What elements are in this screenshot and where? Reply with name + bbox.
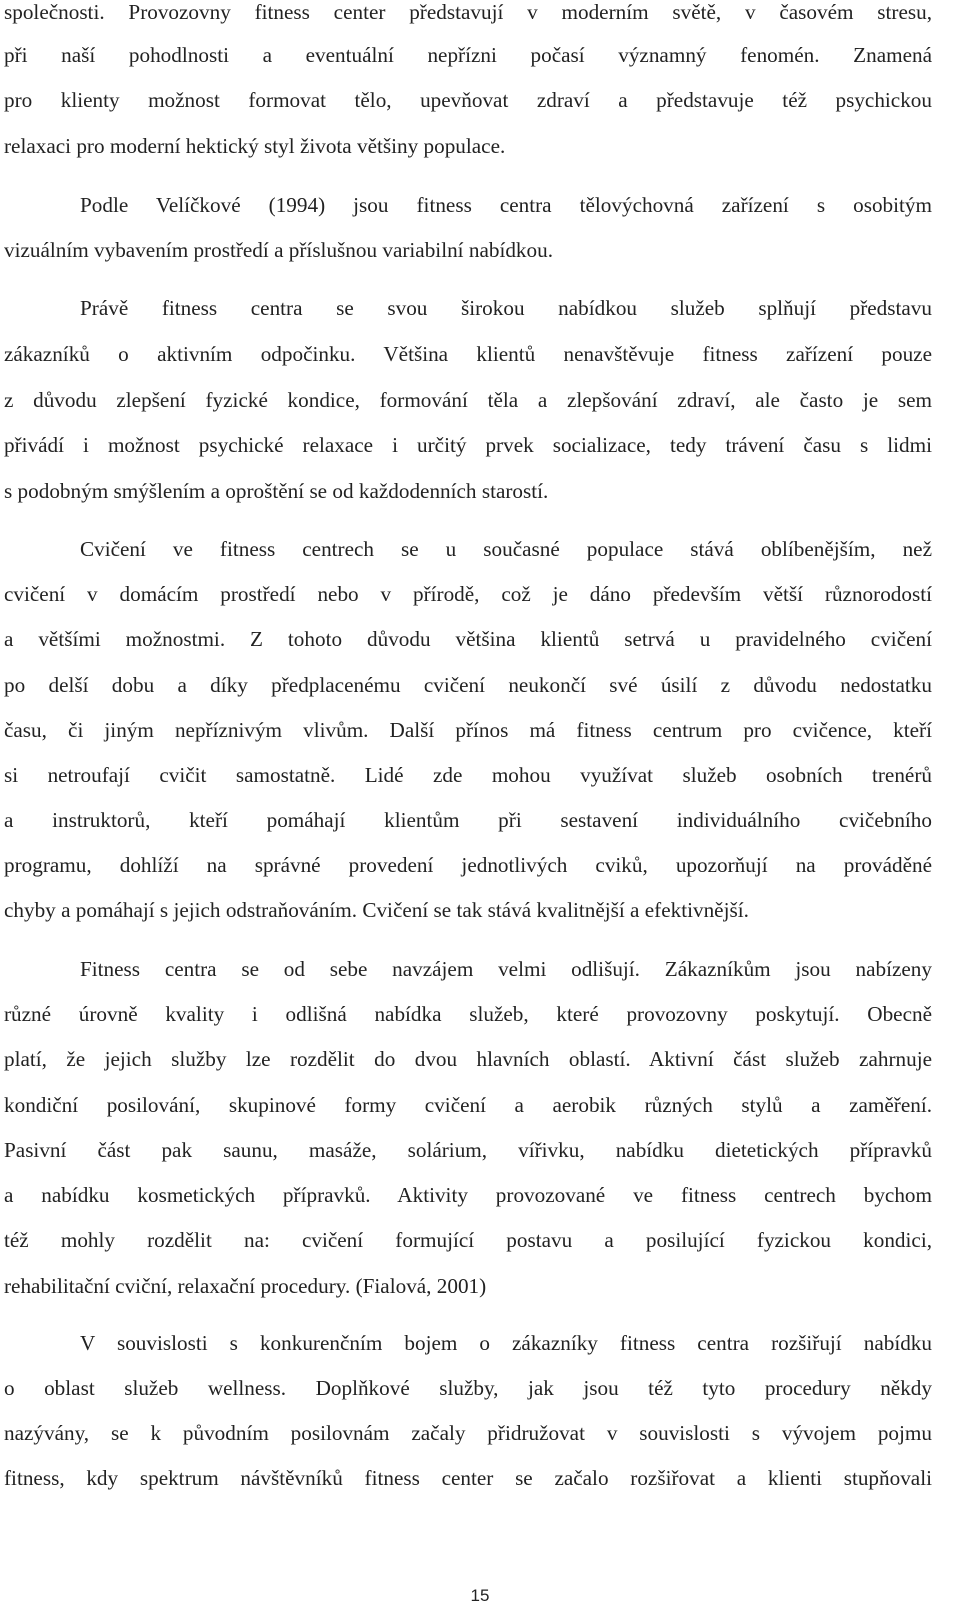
text-line: času, či jiným nepříznivým vlivům. Další přínos má fitness centrum pro cvičence, kteří bbox=[4, 718, 932, 742]
text-line: cvičení v domácím prostředí nebo v přírodě, což je dáno především větší různorodostí bbox=[4, 582, 932, 606]
text-line: a většími možnostmi. Z tohoto důvodu většina klientů setrvá u pravidelného cvičení bbox=[4, 627, 932, 651]
text-line: a nabídku kosmetických přípravků. Aktivity provozované ve fitness centrech bychom bbox=[4, 1183, 932, 1207]
text-line: relaxaci pro moderní hektický styl života většiny populace. bbox=[4, 134, 506, 158]
text-line: o oblast služeb wellness. Doplňkové služby, jak jsou též tyto procedury někdy bbox=[4, 1376, 932, 1400]
text-line: programu, dohlíží na správné provedení jednotlivých cviků, upozorňují na prováděné bbox=[4, 853, 932, 877]
text-line: a instruktorů, kteří pomáhají klientům při sestavení individuálního cvičebního bbox=[4, 808, 932, 832]
text-line: si netroufají cvičit samostatně. Lidé zde mohou využívat služeb osobních trenérů bbox=[4, 763, 932, 787]
text-line: kondiční posilování, skupinové formy cvičení a aerobik různých stylů a zaměření. bbox=[4, 1093, 932, 1117]
text-line: chyby a pomáhají s jejich odstraňováním. Cvičení se tak stává kvalitnější a efektivnější. bbox=[4, 898, 749, 922]
text-line: z důvodu zlepšení fyzické kondice, formování těla a zlepšování zdraví, ale často je sem bbox=[4, 388, 932, 412]
text-line: Cvičení ve fitness centrech se u současné populace stává oblíbenějším, než bbox=[80, 537, 932, 561]
text-line: fitness, kdy spektrum návštěvníků fitness center se začalo rozšiřovat a klienti stupňovali bbox=[4, 1466, 932, 1490]
text-line: Podle Velíčkové (1994) jsou fitness centra tělovýchovná zařízení s osobitým bbox=[80, 193, 932, 217]
text-line: V souvislosti s konkurenčním bojem o zákazníky fitness centra rozšiřují nabídku bbox=[80, 1331, 932, 1355]
text-line: při naší pohodlnosti a eventuální nepřízni počasí významný fenomén. Znamená bbox=[4, 43, 932, 67]
text-line: společnosti. Provozovny fitness center představují v moderním světě, v časovém stresu, bbox=[4, 0, 932, 24]
text-line: platí, že jejich služby lze rozdělit do dvou hlavních oblastí. Aktivní část služeb zahrnuje bbox=[4, 1047, 932, 1071]
text-line: Pasivní část pak saunu, masáže, solárium, vířivku, nabídku dietetických přípravků bbox=[4, 1138, 932, 1162]
text-line: rehabilitační cviční, relaxační procedury. (Fialová, 2001) bbox=[4, 1274, 487, 1298]
text-line: různé úrovně kvality i odlišná nabídka služeb, které provozovny poskytují. Obecně bbox=[4, 1002, 932, 1026]
text-line: s podobným smýšlením a oproštění se od každodenních starostí. bbox=[4, 479, 549, 503]
text-line: zákazníků o aktivním odpočinku. Většina klientů nenavštěvuje fitness zařízení pouze bbox=[4, 342, 932, 366]
text-line: Fitness centra se od sebe navzájem velmi odlišují. Zákazníkům jsou nabízeny bbox=[80, 957, 932, 981]
text-line: nazývány, se k původním posilovnám začaly přidružovat v souvislosti s vývojem pojmu bbox=[4, 1421, 932, 1445]
page-number: 15 bbox=[470, 1586, 490, 1605]
text-line: též mohly rozdělit na: cvičení formující postavu a posilující fyzickou kondici, bbox=[4, 1228, 932, 1252]
text-line: pro klienty možnost formovat tělo, upevňovat zdraví a představuje též psychickou bbox=[4, 88, 932, 112]
text-line: vizuálním vybavením prostředí a příslušnou variabilní nabídkou. bbox=[4, 238, 554, 262]
text-line: Právě fitness centra se svou širokou nabídkou služeb splňují představu bbox=[80, 296, 932, 320]
text-line: po delší dobu a díky předplacenému cvičení neukončí své úsilí z důvodu nedostatku bbox=[4, 673, 932, 697]
text-line: přivádí i možnost psychické relaxace i určitý prvek socializace, tedy trávení času s lidmi bbox=[4, 433, 932, 457]
